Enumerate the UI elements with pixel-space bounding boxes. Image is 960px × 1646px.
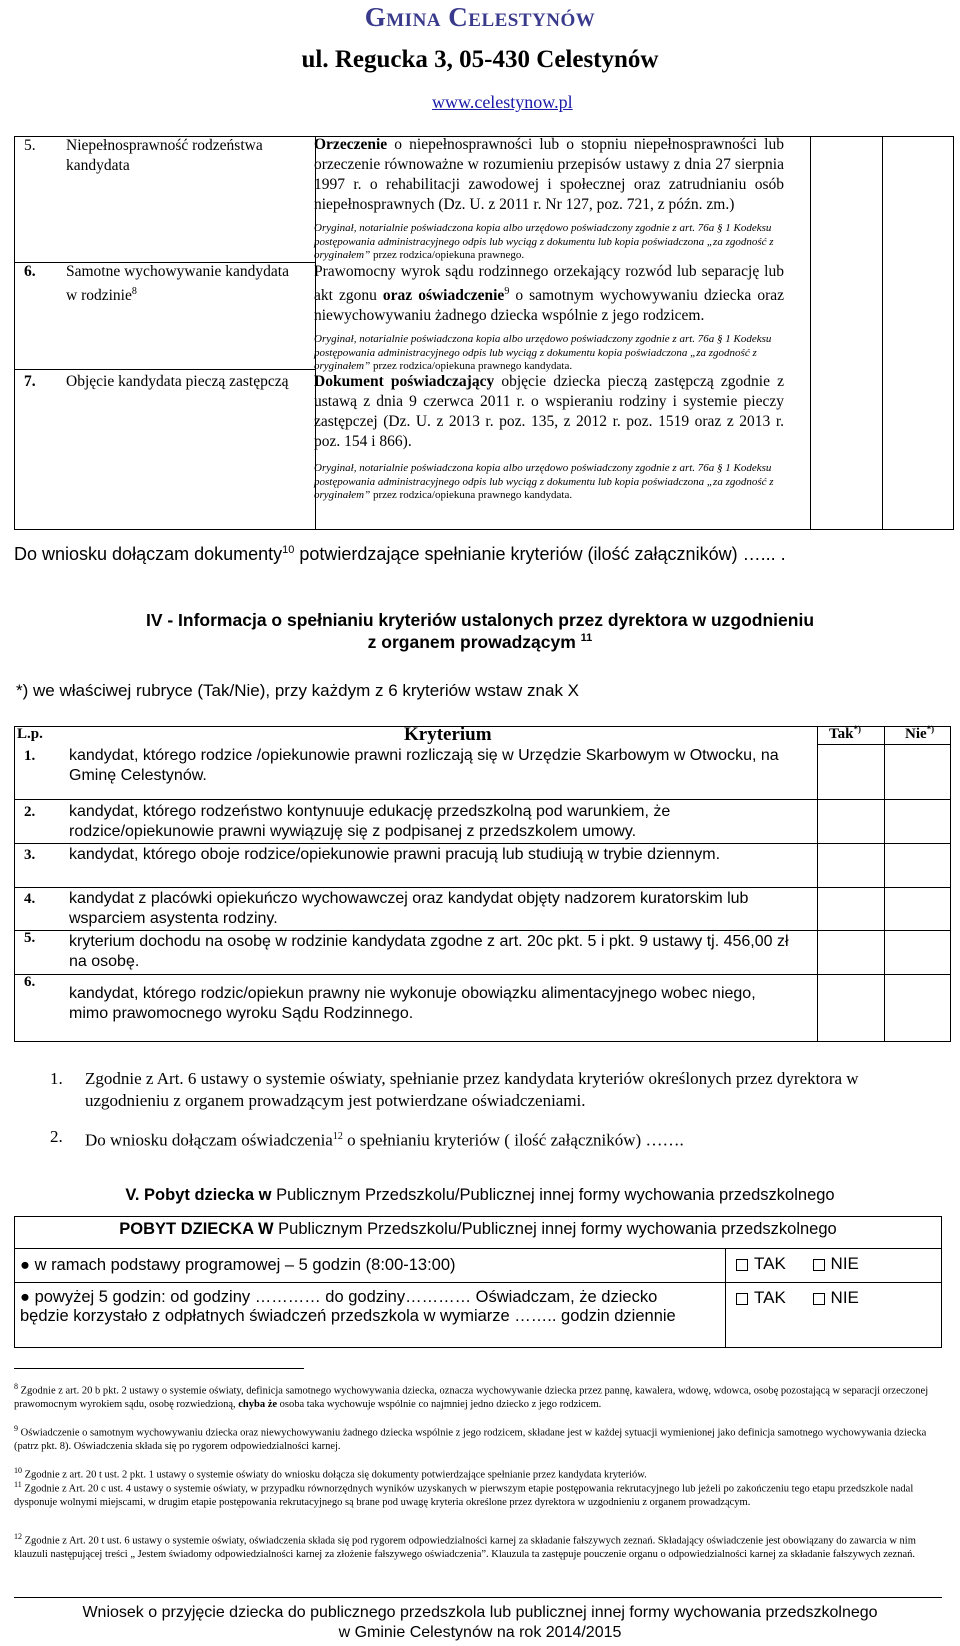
doc-text: objęcie dziecka pieczą zastępczą zgodnie z ustawą z dnia 9 czerwca 2011 r. o wspieraniu rodziny i systemie pieczy zastępczej (Dz. U. z 2013 r. poz. 135, z 2012 r. poz. 1519 oraz z 2013 r. poz. 154 i 866).: [314, 373, 784, 450]
documents-table: [14, 136, 954, 530]
yes-label: TAK: [754, 1254, 786, 1273]
footnote-11: [14, 1478, 934, 1509]
section-v-title: [0, 1186, 960, 1205]
criterion-text: kandydat, którego rodzeństwo kontynuuje edukację przedszkolną pod warunkiem, że rodzice/opiekunowie prawni wywiązuję się z podpisanej z przedszkolem umowy.: [69, 803, 671, 840]
criterion-number: 6.: [24, 974, 36, 990]
attach-tail: potwierdzające spełnianie kryteriów (ilość załączników) …... .: [294, 544, 786, 564]
footnote-ref: 10: [282, 544, 295, 556]
yes-label: TAK: [754, 1288, 786, 1307]
checkbox-icon: [736, 1259, 748, 1271]
yes-checkbox[interactable]: [736, 1288, 786, 1307]
footnote-number: 9: [14, 1424, 18, 1433]
footnote-9: [14, 1422, 934, 1453]
note-text: Oryginał, notarialnie poświadczona kopia albo urzędowo poświadczony zgodnie z art. 76a § 1 Kodeksu postępowania administracyjnego odpis lub wyciąg z dokumentu kopia poświadczona „za zgodność z oryginałem”: [314, 333, 772, 372]
criterion-number: 1.: [24, 748, 36, 764]
no-label: NIE: [830, 1288, 859, 1307]
footnote-text: Zgodnie z Art. 20 t ust. 6 ustawy o systemie oświaty, oświadczenia składa się pod rygorem odpowiedzialności karnej za składanie fałszywych zeznań. Składający oświadczenie jest obowiązany do zawarcia w nim klauzuli następującej treści „ Jestem świadomy odpowiedzialności karnej za złożenie fałszywego oświadczenia”. Klauzula ta zastępuje pouczenie organu o odpowiedzialności karnej za składanie fałszywych zeznań.: [14, 1535, 916, 1560]
footnote-mark: *): [853, 724, 861, 734]
doc-text: o niepełnosprawności lub o stopniu niepełnosprawności lub orzeczenie równoważne w rozumieniu przepisów ustawy z dnia 27 sierpnia 1997 r. o rehabilitacji zawodowej i społecznej oraz zatrudnianiu osób niepełnosprawnych (Dz. U. z 2011 r. Nr 127, poz. 721, z późn. zm.): [314, 136, 784, 213]
title-bold: V. Pobyt dziecka w: [125, 1186, 272, 1204]
instruction: *) we właściwej rubryce (Tak/Nie), przy każdym z 6 kryteriów wstaw znak X: [16, 681, 580, 700]
note-tail: przez rodzica/opiekuna prawnego kandydata.: [372, 489, 573, 501]
required-document: [314, 135, 784, 215]
col-lp-header: L.p.: [17, 726, 43, 742]
doc-bold: Orzeczenie: [314, 136, 388, 153]
title-rest: Publicznym Przedszkolu/Publicznej innej formy wychowania przedszkolnego: [271, 1186, 835, 1204]
footer-rule: [14, 1597, 942, 1598]
footnote-text: Oświadczenie o samotnym wychowywaniu dziecka oraz niewychowywaniu żadnego dziecka wspólnie z jego rodzicem, składane jest w każdej sytuacji wymienionej jako definicja samotnego wychowywania dziecka (patrz pkt. 8). Oświadczenia składa się po rygorem odpowiedzialności karnej.: [14, 1427, 927, 1452]
option-text: powyżej 5 godzin: od godziny ………… do godziny………… Oświadczam, że dziecko będzie korzystało z odpłatnych świadczeń przedszkola w wymiarze …….. godzin dziennie: [20, 1288, 676, 1325]
checkbox-icon: [813, 1259, 825, 1271]
no-text: Nie: [905, 726, 927, 742]
no-label: NIE: [830, 1254, 859, 1273]
attach-text: Do wniosku dołączam dokumenty: [14, 544, 283, 564]
no-checkbox[interactable]: [813, 1254, 859, 1273]
stay-table: [14, 1216, 942, 1348]
footnote-12: [14, 1530, 934, 1561]
municipality-title: Gmina Celestynów: [364, 2, 596, 32]
note-main: Do wniosku dołączam oświadczenia: [85, 1130, 333, 1150]
note-text: Oryginał, notarialnie poświadczona kopia albo urzędowo poświadczony zgodnie z art. 76a § 1 Kodeksu postępowania administracyjnego odpis lub wyciąg z dokumentu lub kopia poświadczona „za zgodność z oryginałem”: [314, 222, 774, 261]
footnote-bold: chyba że: [238, 1398, 278, 1410]
option-text: w ramach podstawy programowej – 5 godzin (8:00-13:00): [34, 1256, 456, 1274]
criterion-text: kandydat, którego rodzic/opiekun prawny nie wykonuje obowiązku alimentacyjnego wobec niego, mimo prawomocnego wyroku Sądu Rodzinnego.: [69, 985, 756, 1022]
footnote-text: Zgodnie z Art. 20 c ust. 4 ustawy o systemie oświaty, w przypadku równorzędnych wyników uzyskanych w pierwszym etapie postępowania rekrutacyjnego lub jeżeli po zakończeniu tego etapu przedszkole nadal dysponuje wolnymi miejscami, w drugim etapie postępowania rekrutacyjnego są brane pod uwagę kryteria określone przez dyrektora w uzgodnieniu z organem prowadzącym.: [14, 1483, 914, 1508]
criterion-number: 3.: [24, 847, 36, 863]
section-iv-subtitle: [0, 632, 960, 653]
attachments-statement: [14, 544, 786, 565]
required-document: [314, 262, 784, 326]
doc-bold: Dokument poświadczający: [314, 373, 495, 390]
criteria-table: [14, 726, 951, 1042]
document-note: [314, 222, 784, 263]
col-criterion-header: Kryterium: [404, 724, 492, 745]
option-extended-choices: [736, 1288, 859, 1308]
footnote-tail: osoba taka wychowuje wspólnie co najmniej jedno dziecko z jego rodzicem.: [277, 1398, 602, 1410]
criterion-text: kandydat, którego rodzice /opiekunowie prawni rozliczają się w Urzędzie Skarbowym w Otwocku, na Gminę Celestynów.: [69, 747, 779, 784]
checkbox-icon: [736, 1293, 748, 1305]
doc-tail: o samotnym wychowywaniu dziecka oraz niewychowywaniu żadnego dziecka wspólnie z jego rodzicem.: [314, 287, 784, 325]
required-document: [314, 372, 784, 452]
footnote-ref: 8: [131, 286, 137, 297]
footnote-number: 10: [14, 1466, 22, 1475]
note-tail: o spełnianiu kryteriów ( ilość załączników) …….: [342, 1130, 684, 1150]
label-text: Samotne wychowywanie kandydata w rodzinie: [66, 263, 289, 305]
footnote-number: 12: [14, 1532, 22, 1541]
criterion-text: kryterium dochodu na osobę w rodzinie kandydata zgodne z art. 20c pkt. 5 i pkt. 9 ustawy tj. 456,00 zł na osobę.: [69, 933, 789, 970]
doc-bold: oraz oświadczenie: [382, 287, 505, 305]
option-extended: [20, 1288, 700, 1326]
note-number: 1.: [50, 1069, 63, 1088]
note-tail: przez rodzica/opiekuna prawnego kandydata.: [372, 360, 573, 372]
footnote-mark: *): [926, 724, 935, 734]
option-basic-choices: [736, 1254, 859, 1274]
criterion-label: [66, 262, 296, 306]
no-checkbox[interactable]: [813, 1288, 859, 1307]
yes-checkbox[interactable]: [736, 1254, 786, 1273]
criterion-number: 4.: [24, 891, 36, 907]
footer-line-1: Wniosek o przyjęcie dziecka do publicznego przedszkola lub publicznej innej formy wychowania przedszkolnego: [82, 1604, 878, 1621]
subtitle-text: z organem prowadzącym: [367, 632, 576, 652]
col-yes-header: [829, 724, 861, 743]
footnote-ref: 11: [580, 632, 593, 645]
criterion-text: kandydat, którego oboje rodzice/opiekunowie prawni pracują lub studiują w trybie dziennym.: [69, 846, 721, 863]
footnote-ref: 12: [332, 1131, 343, 1142]
footnote-text: Zgodnie z art. 20 t ust. 2 pkt. 1 ustawy o systemie oświaty do wniosku dołącza się dokumenty potwierdzające spełnianie przez kandydata kryteriów.: [24, 1469, 647, 1481]
note-tail: przez rodzica/opiekuna prawnego.: [372, 249, 525, 261]
note-text: Zgodnie z Art. 6 ustawy o systemie oświaty, spełnianie przez kandydata kryteriów określonych przez dyrektora w uzgodnieniu z organem prowadzącym jest potwierdzane oświadczeniami.: [85, 1069, 859, 1110]
option-basic: [20, 1256, 456, 1275]
footer-line-2: w Gminie Celestynów na rok 2014/2015: [338, 1624, 622, 1641]
bullet-icon: ●: [20, 1256, 35, 1274]
yes-text: Tak: [829, 726, 854, 742]
footnote-8: [14, 1380, 934, 1411]
footnote-text: Zgodnie z art. 20 b pkt. 2 ustawy o systemie oświaty, definicja samotnego wychowywania dziecka, oznacza wychowywanie dziecka przez pannę, kawalera, wdowę, wdowca, osobę pozostającą w separacji orzeczonej prawomocnym wyrokiem sądu, osobę rozwiedzioną,: [14, 1385, 929, 1410]
checkbox-icon: [813, 1293, 825, 1305]
criterion-label: Niepełnosprawność rodzeństwa kandydata: [66, 137, 263, 174]
address: ul. Regucka 3, 05-430 Celestynów: [301, 46, 659, 73]
footnote-number: 11: [14, 1480, 22, 1489]
footnote-ref: 9: [504, 286, 510, 297]
criterion-number: 2.: [24, 804, 36, 820]
website-link[interactable]: www.celestynow.pl: [432, 92, 573, 112]
bullet-icon: ●: [20, 1288, 35, 1306]
note-text: Oryginał, notarialnie poświadczona kopia albo urzędowo poświadczony zgodnie z art. 76a § 1 Kodeksu postępowania administracyjnego odpis lub wyciąg z dokumentu lub kopia poświadczona „za zgodność z oryginałem”: [314, 462, 774, 501]
stay-table-header: [14, 1220, 942, 1239]
note-text: [85, 1126, 925, 1152]
row-number: 5.: [24, 137, 36, 154]
document-note: [314, 462, 784, 503]
row-number: 6.: [24, 263, 36, 280]
criterion-text: kandydat z placówki opiekuńczo wychowawczej oraz kandydat objęty nadzorem kuratorskim lub wsparciem asystenta rodziny.: [69, 890, 749, 927]
footnote-separator: [14, 1368, 304, 1369]
header-rest: Publicznym Przedszkolu/Publicznej innej formy wychowania przedszkolnego: [273, 1220, 837, 1238]
note-number: 2.: [50, 1127, 63, 1146]
criterion-label: Objęcie kandydata pieczą zastępczą: [66, 373, 289, 390]
col-no-header: [905, 724, 934, 743]
row-number: 7.: [24, 373, 36, 390]
document-note: [314, 333, 784, 374]
criterion-number: 5.: [24, 930, 36, 946]
section-iv-title: IV - Informacja o spełnianiu kryteriów ustalonych przez dyrektora w uzgodnieniu: [145, 610, 815, 630]
header-bold: POBYT DZIECKA W: [119, 1220, 274, 1238]
doc-text: Prawomocny wyrok sądu rodzinnego orzekający rozwód lub separację lub akt zgonu: [314, 263, 784, 305]
footnote-number: 8: [14, 1382, 18, 1391]
